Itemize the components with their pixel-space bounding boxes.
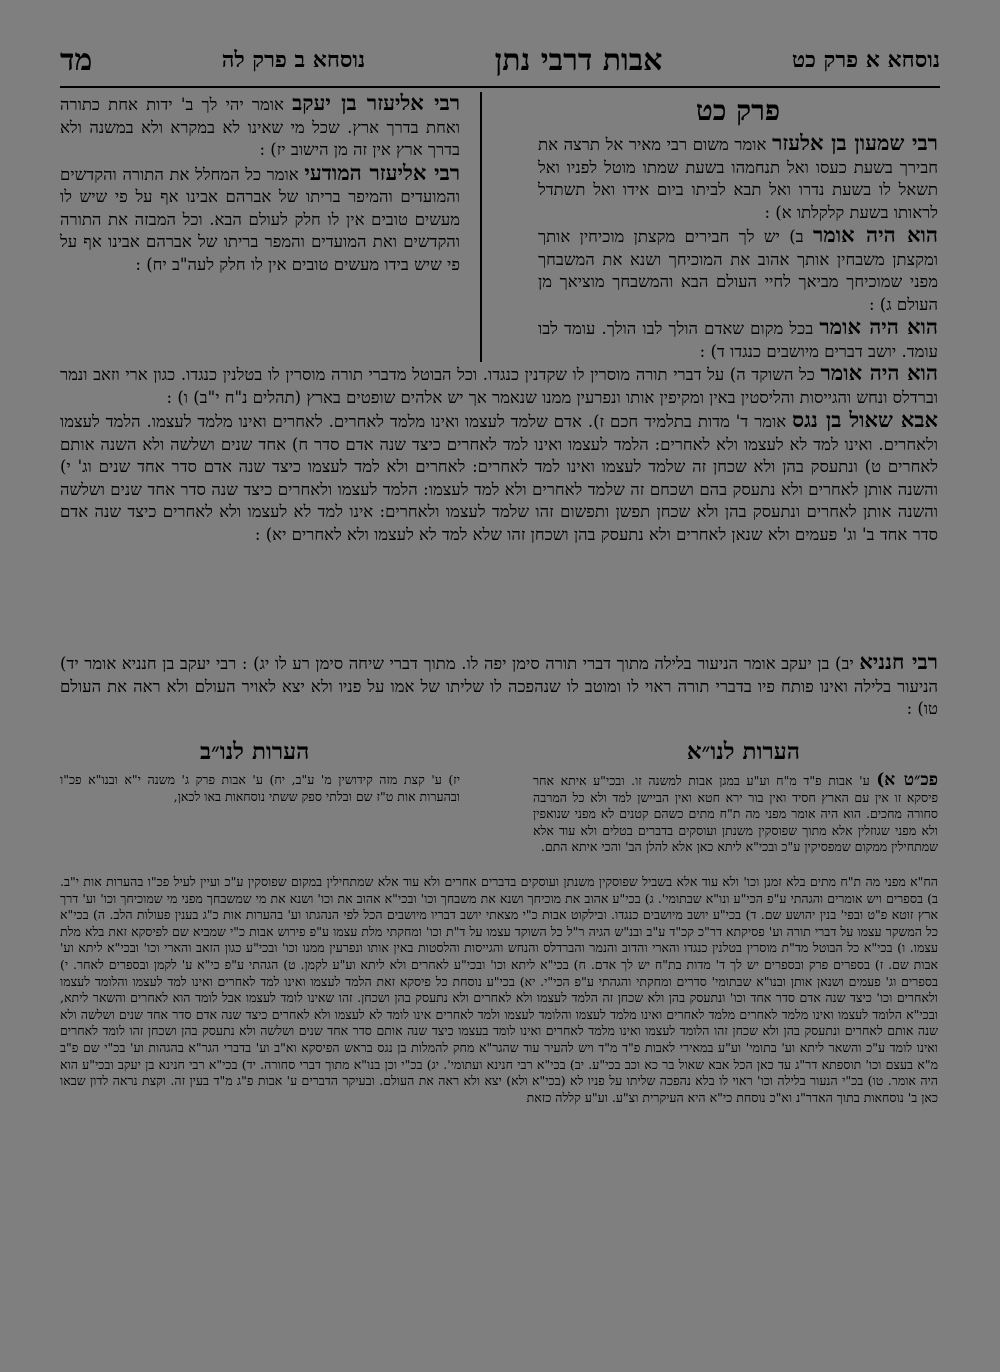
- header-title: אבות דרבי נתן: [494, 42, 663, 78]
- paragraph-text: כל השוקד ה) על דברי תורה מוסרין לו שקדנין כנגדו. וכל הבוטל מדברי תורה מוסרין לו בטלנין כנגדו. כגון ארי וזאב ונמר וברדלס ונחש והגייסות והליסטין באין ומקיפין אותו ונפרעין ממנו שנאמר אך יש אלהים שופטים בארץ (תהלים נ"ח י"ב) ו) :: [60, 365, 938, 407]
- paragraph-lead: הוא היה אומר: [820, 360, 939, 385]
- version-b-column: [60, 92, 460, 276]
- paragraph-lead: רבי שמעון בן אלעזר: [772, 130, 938, 155]
- notes-a-heading: הערות לנו״א: [686, 738, 800, 765]
- paragraph-6: [60, 651, 938, 721]
- paragraph-text: בכל מקום שאדם הולך לבו הולך. עומד לבו עומד. יושב דברים מיושבים כנגדו ד) :: [538, 319, 938, 361]
- paragraph-lead: אבא שאול בן נגס: [792, 407, 938, 432]
- note-a-start: [533, 772, 938, 856]
- chapter-title: פרק כט: [695, 94, 781, 127]
- note-text: ע' אבות פ"ד מ"ח וע"ע במגן אבות למשנה זו. ובכי"ע איתא אחר פיסקא זו אין עם הארץ חסיד ואין בור ירא חטא ואין הביישן למד ולא כל המרבה סחורה מחכים. הוא היה אומר מפני מה ת"ח מתים כשהם קטנים לא מפני שנואפין ולא מפני שגוזלין אלא מתוך שפוסקין משנתן ועוסקים בדברים בטלים ולא עוד אלא שמתחילין ממקום שמפסיקין ע"כ ובכי"א ליתא כאן אלא להלן הב' והכי איתא התם.: [533, 773, 938, 855]
- paragraph-2: [538, 224, 938, 316]
- paragraph-text: אומר כל המחלל את התורה והקדשים והמועדים והמיפר בריתו של אברהם אבינו אף על פי שיש לו מעשים טובים אין לו חלק לעולם הבא. וכל המבזה את התורה והקדשים ואת המועדים והמפר בריתו של אברהם אבינו אף על פי שיש בידו מעשים טובים אין לו חלק לעה"ב יח) :: [60, 164, 460, 274]
- paragraph-1: [538, 132, 938, 224]
- paragraph-text: אומר ד' מדות בתלמיד חכם ז). אדם שלמד לעצמו ואינו מלמד לאחרים. לאחרים ואינו מלמד לעצמו. הלמד לעצמו ולאחרים. ואינו למד לא לעצמו ולא לאחרים: הלמד לעצמו ואינו למד לאחרים כיצד שנה אדם סדר ח) אחד שנים ושלשה ולא השנה אותם לאחרים ט) ונתעסק בהן ולא שכחן זה שלמד לעצמו ואינו למד לאחרים: לאחרים ולא למד לעצמו כיצד שנה אדם סדר אחד שנים וג' י) והשנה אותן לאחרים ולא נתעסק בהם ושכחם זה שלמד לאחרים ולא למד לעצמו: הלמד לעצמו ולאחרים כיצד שנה סדר אחד שנים ושלשה והשנה אותן לאחרים ונתעסק בהן ולא שכחן תפשן ותפשום זהו שלמד לעצמו ולאחרים: אינו למד לא לעצמו ולא לאחרים כיצד שנה אדם סדר אחד ב' וג' פעמים ולא שנאן לאחרים ולא נתעסק בהן ושכחן זהו שלא למד לא לעצמו ולא לאחרים יא) :: [60, 412, 938, 544]
- notes-b-heading: הערות לנו״ב: [200, 738, 310, 765]
- paragraph-4: [60, 362, 938, 409]
- version-a-final: [60, 651, 938, 721]
- paragraph-text: אומר משום רבי מאיר אל תרצה את חבירך בשעת כעסו ואל תנחמהו בשעת שמתו מוטל לפניו ואל תשאל לו בשעת נדרו ואל תבא לביתו ביום אידו ואל תשתדל לראותו בשעת קלקלתו א) :: [538, 135, 938, 222]
- paragraph-lead: רבי אליעזר בן יעקב: [292, 90, 461, 115]
- paragraph-b2: [60, 159, 461, 277]
- notes-a-column: [533, 772, 938, 856]
- paragraph-3: [538, 316, 938, 363]
- paragraph-text: אומר יהי לך ב' ידות אחת כתורה ואחת בדרך ארץ. שכל מי שאינו לא במקרא ולא במשנה ולא בדרך ארץ אין זה מן הישוב יז) :: [60, 95, 460, 159]
- paragraph-5: [60, 409, 938, 546]
- paragraph-lead: הוא היה אומר: [812, 222, 939, 247]
- paragraph-lead: הוא היה אומר: [819, 314, 939, 339]
- note-b: יז) ע' קצת מזה קידושין מ' ע"ב, יח) ע' אבות פרק ג' משנה י"א ובנו"א פכ"ו ובהערות אות ט"ז שם ובלתי ספק ששתי נוסחאות באו לכאן,: [60, 772, 460, 804]
- notes-a-continuation: [60, 874, 938, 1106]
- paragraph-lead: רבי חנניא: [859, 649, 938, 674]
- header-rule: [60, 86, 940, 88]
- paragraph-b1: [60, 92, 460, 162]
- paragraph-lead: רבי אליעזר המודעי: [304, 159, 461, 185]
- paragraph-text: ב) יש לך חבירים מקצתן מוכיחין אותך ומקצתן משבחין אותך אהוב את המוכיחך ושנא את המשבחך מפני שמוכיחך מביאך לחיי העולם הבא והמשבחך מוציאך מן העולם ג) :: [538, 227, 938, 314]
- running-header: [60, 40, 940, 80]
- notes-b-column: [60, 772, 460, 805]
- column-divider: [480, 92, 482, 362]
- version-a-column: [538, 92, 938, 363]
- paragraph-text: יב) בן יעקב אומר הניעור בלילה מתוך דברי תורה סימן יפה לו. מתוך דברי שיחה סימן רע לו יג) : רבי יעקב בן חנניא אומר יד) הניעור בלילה ואינו פותח פיו בדברי תורה ראוי לו ומוטב לו שנהפכה לו שליתו של אמו על פניו ולא יצא לאויר העולם ולא ראה את העולם טו) :: [60, 654, 938, 718]
- note-lead: פכ״ט א): [876, 770, 938, 790]
- header-version-b-label: נוסחא ב פרק לה: [221, 47, 366, 73]
- page-number: מד: [60, 42, 93, 78]
- version-a-continuation: [60, 362, 938, 546]
- note-a-full: הח"א מפני מה ת"ח מתים בלא זמנן וכו' ולא עוד אלא בשביל שפוסקין משנתן ועוסקים בדברים אחרים ולא עוד אלא שמתחילין במקום שפוסקין ע"כ ועיין לעיל פכ"ו בהערות אות י"ב. ב) בספרים ויש אומרים והגהתי ע"פ הכי"ע ונו"א שבתומי'. ג) בכי"ע אהוב את מוכיחך ושנא את משבחך וכו' ובכי"א אהוב את וכו' ושנא את מי שמשבחך מפני מי שמוכיחך וכו' וע' דרך ארץ זוטא פ"ט ובפי' בנין יהושע שם. ד) בכי"ע יושב מיושבים כנגדו. ובילקוט אבות כ"י מצאתי יושב דבריו מיושבים הכל לפי הנהגתו וע' בהערות אות כ"ג בענין פעולות הלב. ה) בכי"א כל המשקר עצמו על דברי תורה וע' פסיקתא דר"כ קכ"ד ע"ב ובנ"ש הגיה ר"ל כל השוקד עצמו על ד"ת וכו' ומחקתי מלת עצמו ע"פ פירוש אבות כ"י שמביא שם לפיסקא זאת בלא מלת עצמו. ו) בכי"א כל הבוטל מד"ת מוסרין בטלנין כנגדו והארי והדוב והנמר והברדלס והנחש והגייסות והלסטות באין אותו ונפרעין ממנו וכו' ובכי"ע כגון הזאב והארי וכו' ובכי"א ליתא וע' אבות שם. ז) בספרים פרק ובספרים יש לך ד' מדות בת"ח יש לך אדם. ח) בכי"א ליתא וכו' ובכי"ע לאחרים ולא ליתא וע"ע לקמן. ט) הגהתי ע"פ כי"א ע' לקמן ובספרים לאחר. י) בספרים וג' פעמים ושנאן אותן ובנו"א שבתומי' סדרים ומחקתי והגהתי ע"פ הכי"י. יא) בכי"ע נוסחת כל פיסקא זאת הלמד לעצמו ואינו למד לאחרים ואינו למד לעצמו והלומד לעצמו ולאחרים וכו' כיצד שנה אדם סדר אחד וכו' ונתעסק בהן ולא שכחן זה הלמד לעצמו ולא לאחרים ולא נתעסק בהן ושכחן. זהו שאינו לומד לעצמו אבל לומד הוא לאחרים והשאר ליתא, ובכי"א הלומד לעצמו ואינו מלמד לאחרים מלמד לאחרים ואינו מלמד לעצמו והלומד לעצמו ולמד לאחרים אינו לומד לא לעצמו ולא לאחרים כיצד שנה אדם סדר אחד שנים ושלשה ולא שנה אותם לאחרים ונתעסק בהן ולא שכחן זהו הלומד לעצמו ואינו מלמד לאחרים ואינו לומד בעצמו כיצד שנה אותם סדר אחד שנים ושלשה ולא נתעסק בהן ושכחן זהו לומד לאחרים ואינו לומד ע"כ והשאר ליתא וע' בתומי' וע"ע במאירי לאבות פ"ד מ"ד ויש להעיר עוד שהגר"א מחק להמלות בן נגס בראש הפיסקא וא"ב וע' בדברי הגר"א בהגהות וע' בכ"י שם פ"ב מ"א בעצם וכו' תוספתא דר"ג עד כאן הכל אבא שאול בר כא וכב בכי"ע. יב) בכי"א רבי חנינא ועתומי'. יג) בכ"י וכן בנו"א מתוך דברי סחורה. יד) בכי"א רבי חנינא בן יעקב ובכי"ע הוא היה אומר. טו) בכ"י הנעור בלילה וכו' ראוי לו בלא נהפכה שליתו על פניו לא (בכי"א ולא) יצא ולא ראה את העולם. ובעיקר הדברים ע' אבות פ"ג מ"ד בעין זה. וקצת נראה לדון שבאו כאן ב' נוסחאות בתוך האדר"נ וא"כ נוסחת כי"א היא העיקרית וצ"ע. וע"ע קללה כזאת: [60, 874, 938, 1105]
- header-version-a-label: נוסחא א פרק כט: [791, 47, 940, 73]
